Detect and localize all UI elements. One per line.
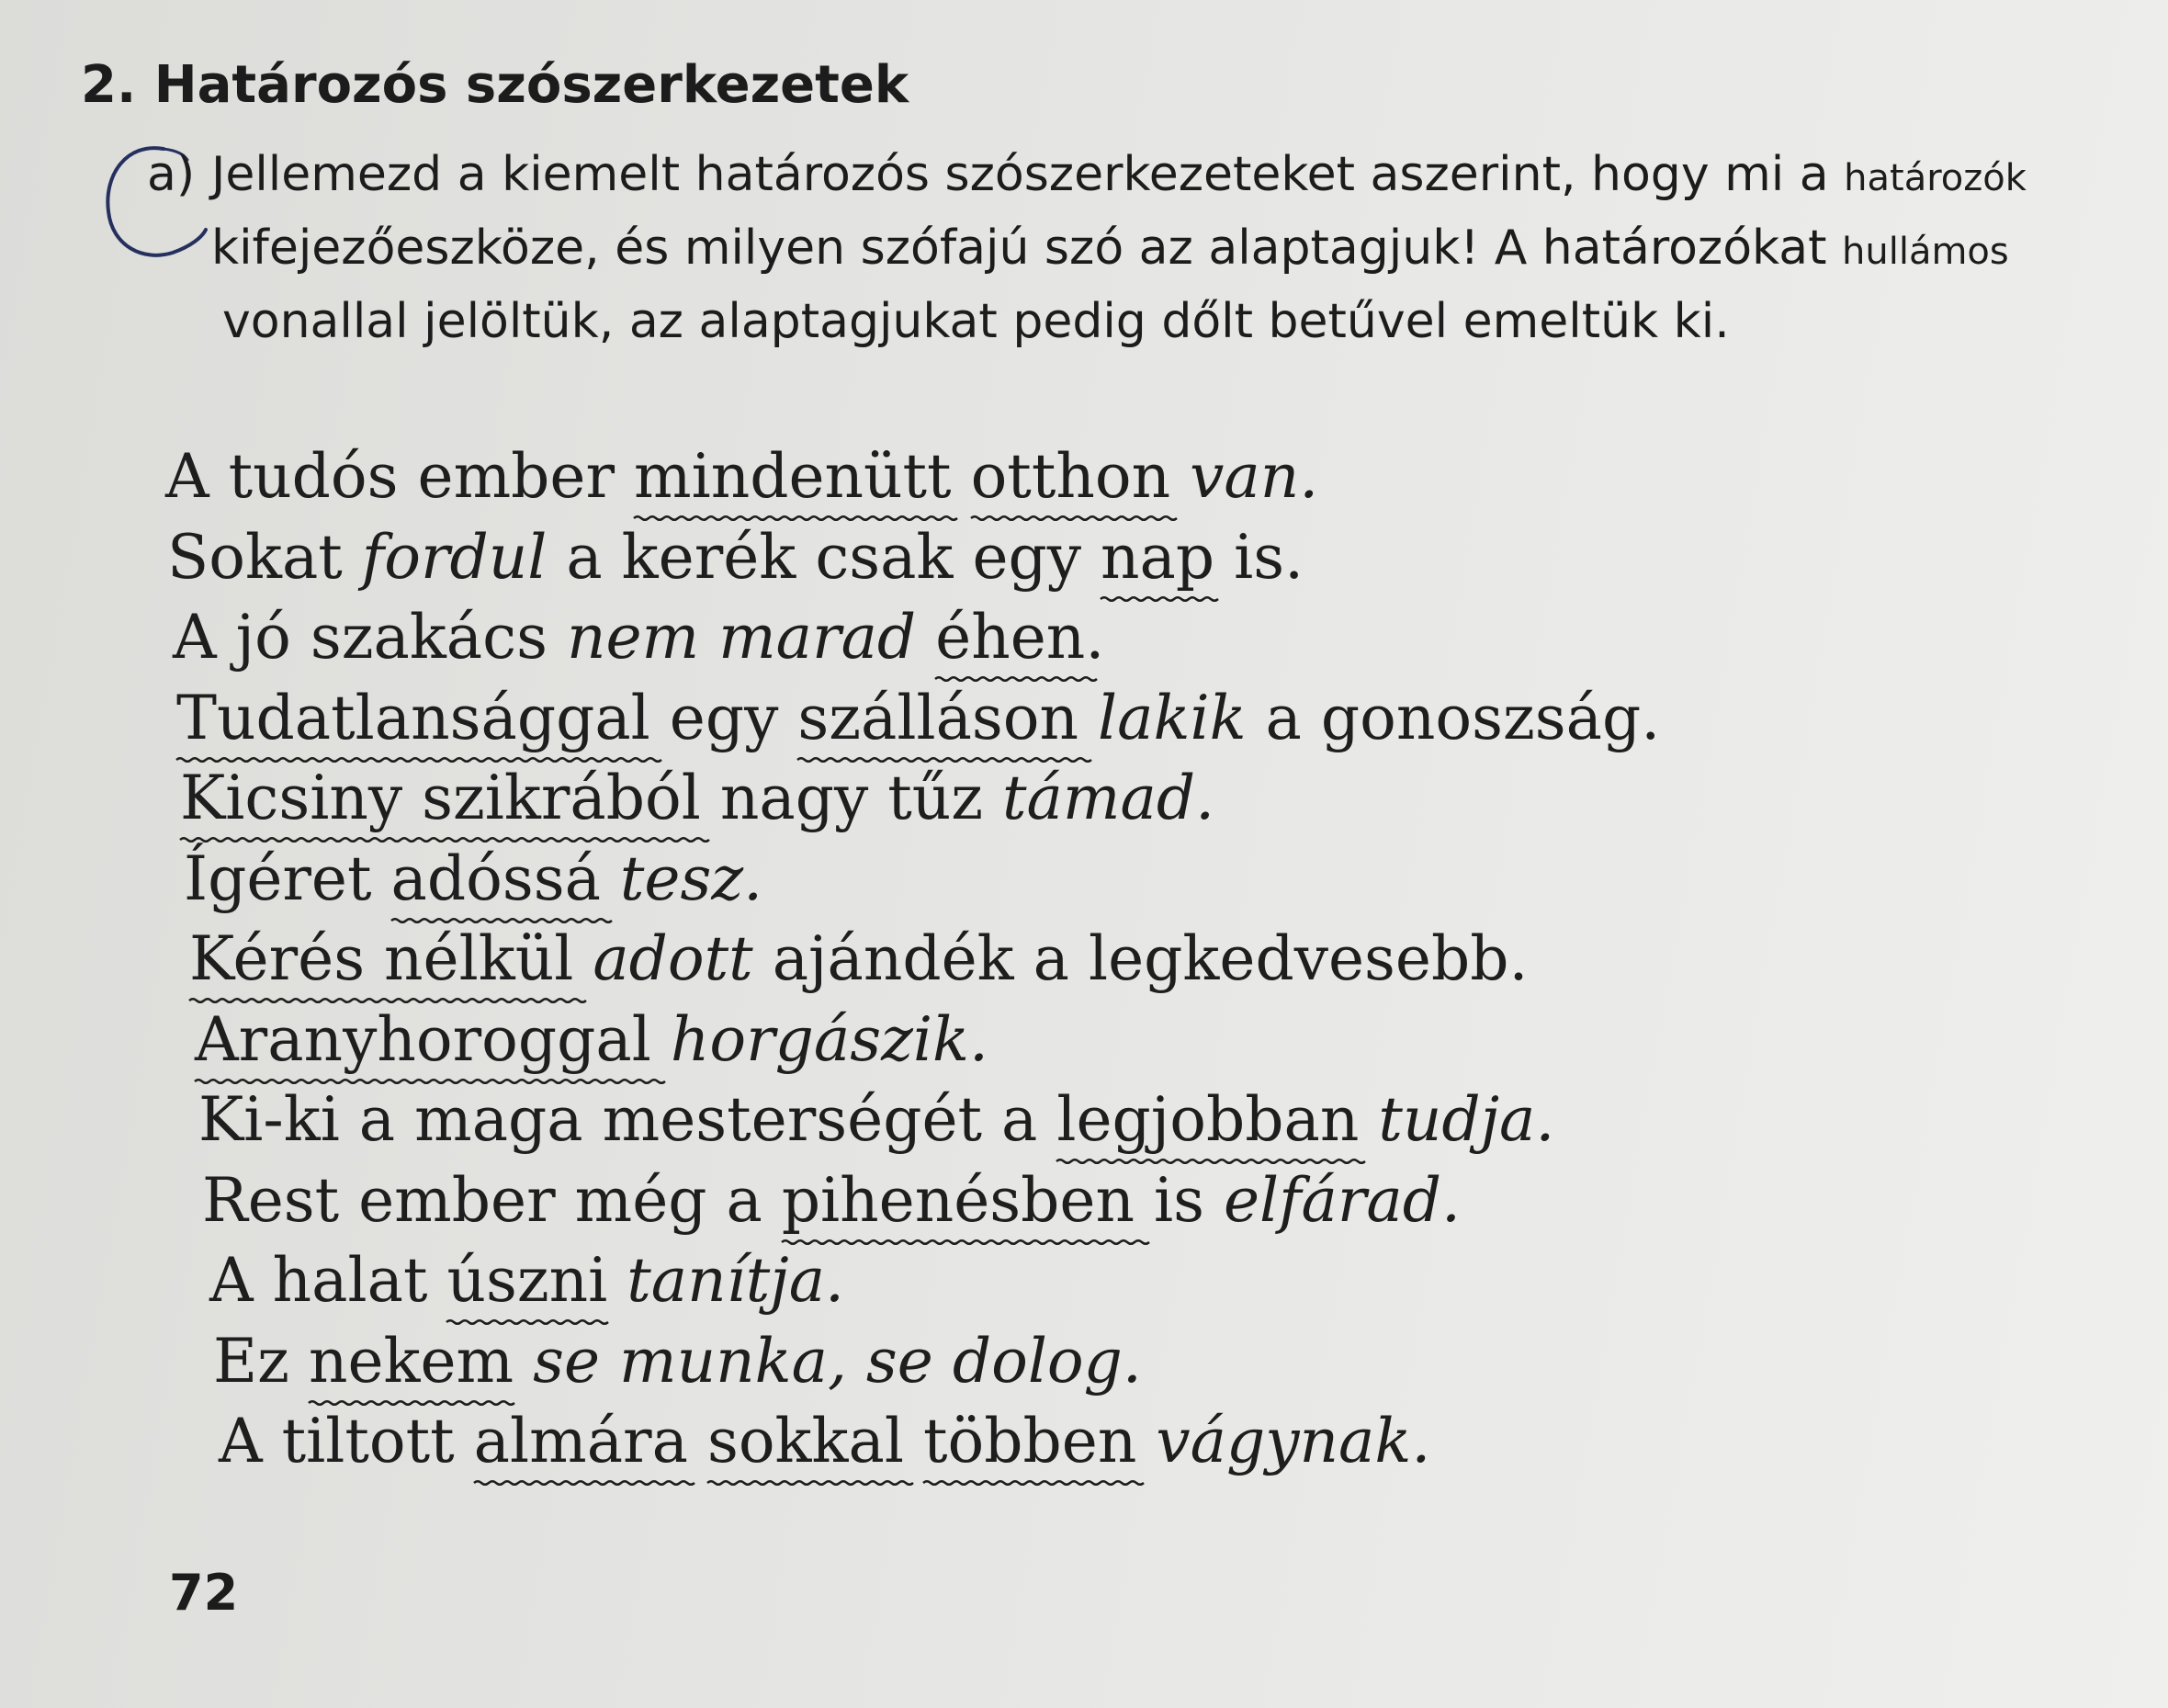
proverb-line bbox=[209, 1245, 844, 1316]
proverb-line bbox=[195, 1004, 988, 1075]
wavy-underlined-adverbial bbox=[1101, 522, 1214, 593]
adverbial-text: többen bbox=[923, 1406, 1137, 1476]
adverbial-text: Kicsiny szikrából bbox=[180, 763, 701, 833]
instruction-line bbox=[222, 285, 1730, 362]
proverb-line bbox=[202, 1165, 1461, 1236]
proverb-text: Ki-ki a maga mesterségét a bbox=[198, 1084, 1057, 1155]
proverb-text bbox=[607, 1245, 627, 1316]
proverb-text: A tudós ember bbox=[165, 441, 634, 512]
instruction-line bbox=[211, 138, 2027, 215]
adverbial-text: Aranyhoroggal bbox=[195, 1003, 651, 1075]
proverb-text: A tiltott bbox=[219, 1406, 474, 1476]
proverb-line bbox=[180, 763, 1214, 833]
proverb-text bbox=[688, 1406, 707, 1476]
instruction-text: kifejezőeszköze, és milyen szófajú szó az alaptagjuk! A határozókat bbox=[211, 221, 1843, 276]
proverb-line bbox=[198, 1084, 1554, 1155]
instruction-tail: határozók bbox=[1844, 157, 2027, 199]
wavy-underline bbox=[923, 1476, 1136, 1489]
proverb-line bbox=[165, 441, 1318, 512]
proverb-text bbox=[952, 441, 971, 512]
adverbial-text: úszni bbox=[446, 1245, 608, 1316]
proverb-text bbox=[1170, 441, 1190, 512]
proverb-text: is. bbox=[1214, 521, 1304, 593]
proverb-line bbox=[167, 522, 1304, 593]
wavy-underlined-adverbial bbox=[971, 441, 1171, 512]
adverbial-text: éhen bbox=[935, 602, 1086, 673]
instruction-text: Jellemezd a kiemelt határozós szószerkezeteket aszerint, hogy mi a bbox=[211, 147, 1845, 202]
adverbial-text: nap bbox=[1101, 521, 1215, 593]
instruction-tail: hullámos bbox=[1842, 231, 2009, 273]
wavy-underlined-adverbial bbox=[189, 923, 573, 994]
adverbial-text: nekem bbox=[308, 1325, 514, 1397]
instruction-text: vonallal jelöltük, az alaptagjukat pedig dőlt betűvel emeltük ki. bbox=[222, 294, 1730, 349]
proverb-line bbox=[219, 1406, 1430, 1476]
italic-head-word: vágynak. bbox=[1156, 1406, 1431, 1476]
wavy-underline bbox=[707, 1476, 904, 1489]
italic-head-word: nem marad bbox=[566, 602, 917, 673]
wavy-underlined-adverbial bbox=[474, 1406, 688, 1476]
italic-head-word: tudja. bbox=[1378, 1084, 1555, 1155]
proverb-text: . bbox=[1085, 602, 1105, 673]
italic-head-word: elfárad. bbox=[1223, 1164, 1462, 1236]
italic-head-word: adott bbox=[593, 923, 753, 994]
proverb-text: Sokat bbox=[167, 521, 362, 593]
proverb-line bbox=[189, 923, 1528, 994]
italic-head-word: se munka, se dolog. bbox=[533, 1325, 1142, 1397]
italic-head-word: horgászik. bbox=[670, 1003, 988, 1075]
proverb-text bbox=[916, 602, 935, 673]
wavy-underlined-adverbial bbox=[180, 763, 701, 833]
adverbial-text: Tudatlansággal bbox=[176, 682, 650, 753]
section-title: 2. Határozós szószerkezetek bbox=[81, 55, 909, 115]
italic-head-word: fordul bbox=[361, 521, 548, 593]
wavy-underlined-adverbial bbox=[923, 1406, 1136, 1476]
proverb-text: is bbox=[1135, 1164, 1224, 1236]
proverb-line bbox=[176, 683, 1660, 753]
wavy-underlined-adverbial bbox=[176, 683, 650, 753]
proverb-text bbox=[651, 1004, 671, 1075]
italic-head-word: lakik bbox=[1098, 682, 1247, 753]
proverb-text bbox=[1359, 1084, 1378, 1155]
wavy-underlined-adverbial bbox=[1056, 1084, 1359, 1155]
adverbial-text: legjobban bbox=[1056, 1084, 1360, 1155]
italic-head-word: támad. bbox=[1002, 763, 1215, 833]
task-marker: a) bbox=[147, 147, 196, 202]
proverb-text bbox=[1078, 683, 1098, 753]
adverbial-text: adóssá bbox=[390, 843, 601, 914]
proverb-text: egy bbox=[649, 682, 798, 753]
proverb-text bbox=[1136, 1406, 1156, 1476]
proverb-text bbox=[904, 1406, 923, 1476]
adverbial-text: szálláson bbox=[797, 682, 1079, 753]
proverb-text: Rest ember még a bbox=[202, 1164, 782, 1236]
adverbial-text: Kérés nélkül bbox=[189, 923, 574, 994]
proverb-text: A jó szakács bbox=[173, 602, 567, 673]
proverb-text bbox=[601, 843, 620, 914]
proverb-text: a kerék csak egy bbox=[547, 521, 1101, 593]
proverb-text bbox=[514, 1326, 533, 1397]
italic-head-word: tesz. bbox=[619, 843, 763, 914]
proverb-line bbox=[213, 1326, 1142, 1397]
wavy-underlined-adverbial bbox=[782, 1165, 1135, 1236]
wavy-underlined-adverbial bbox=[391, 843, 601, 914]
instruction-line bbox=[211, 211, 2009, 288]
wavy-underline bbox=[1101, 593, 1214, 605]
wavy-underline bbox=[474, 1476, 688, 1489]
wavy-underlined-adverbial bbox=[634, 441, 952, 512]
italic-head-word: van. bbox=[1190, 441, 1319, 512]
wavy-underlined-adverbial bbox=[797, 683, 1078, 753]
proverb-text: a gonoszság. bbox=[1246, 682, 1661, 753]
wavy-underlined-adverbial bbox=[195, 1004, 651, 1075]
proverb-text: Ígéret bbox=[184, 843, 391, 914]
adverbial-text: mindenütt bbox=[634, 441, 952, 512]
page-number: 72 bbox=[169, 1564, 239, 1622]
wavy-underlined-adverbial bbox=[935, 602, 1085, 673]
proverb-text: A halat bbox=[209, 1245, 447, 1316]
adverbial-text: sokkal bbox=[706, 1406, 905, 1476]
wavy-underlined-adverbial bbox=[707, 1406, 904, 1476]
adverbial-text: almára bbox=[473, 1406, 688, 1476]
adverbial-text: pihenésben bbox=[781, 1164, 1135, 1236]
proverb-text: ajándék a legkedvesebb. bbox=[752, 923, 1529, 994]
proverb-line bbox=[173, 602, 1104, 673]
wavy-underlined-adverbial bbox=[446, 1245, 607, 1316]
adverbial-text: otthon bbox=[970, 441, 1171, 512]
proverb-line bbox=[184, 843, 762, 914]
proverb-text bbox=[573, 923, 593, 994]
proverb-text: Ez bbox=[213, 1325, 309, 1397]
italic-head-word: tanítja. bbox=[627, 1245, 845, 1316]
wavy-underlined-adverbial bbox=[309, 1326, 514, 1397]
proverb-text: nagy tűz bbox=[700, 763, 1003, 833]
